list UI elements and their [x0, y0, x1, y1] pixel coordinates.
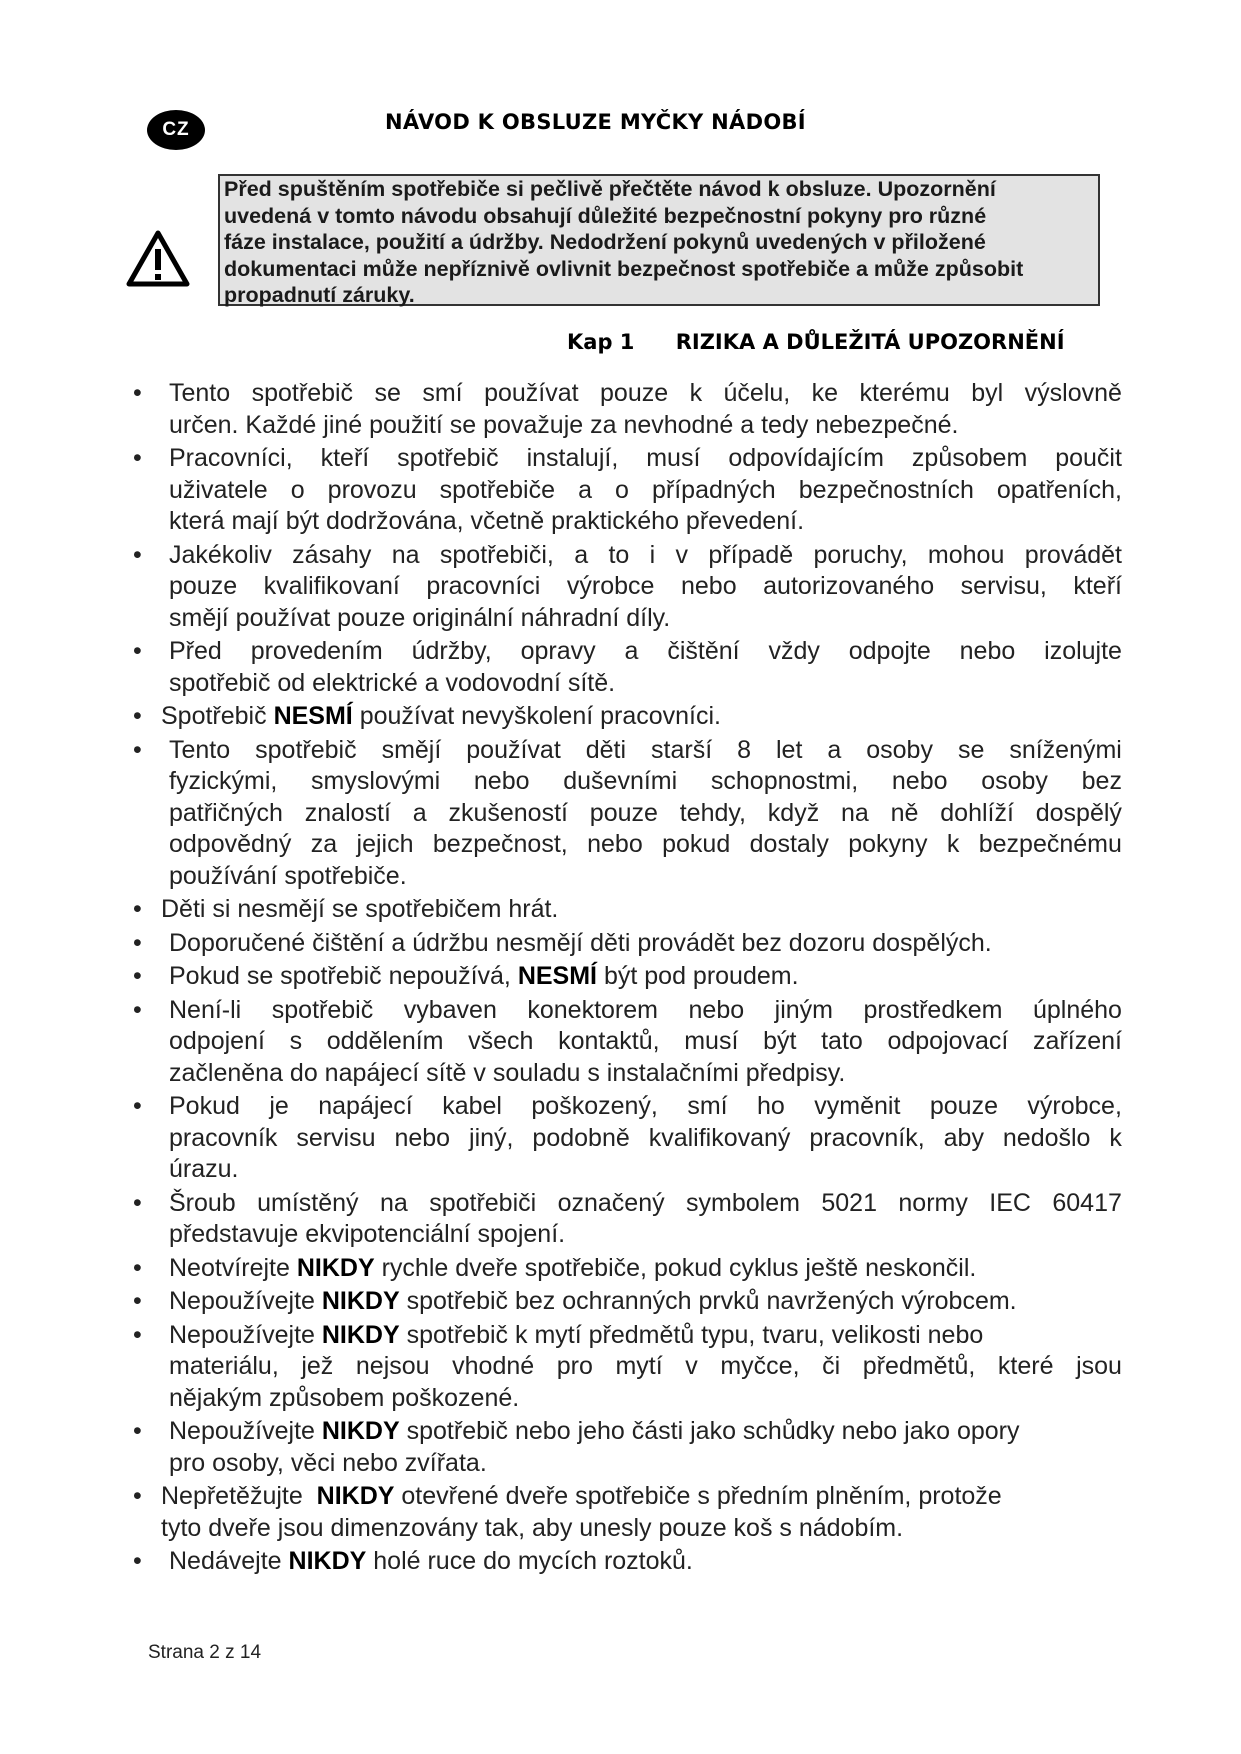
bullet-item	[133, 701, 1113, 733]
text-line: fyzickými, smyslovými nebo duševními schopnostmi, nebo osoby bez	[169, 767, 1122, 795]
bullet-item	[133, 1188, 1122, 1251]
text-line: začleněna do napájecí sítě v souladu s instalačními předpisy.	[169, 1058, 846, 1087]
emphasis-text: NIKDY	[288, 1547, 367, 1575]
bullet-item	[133, 1416, 1113, 1479]
safety-bullet-list	[133, 378, 1122, 1580]
language-badge: CZ	[147, 110, 205, 150]
bullet-item	[133, 1091, 1122, 1186]
text-line: • Tento spotřebič smějí používat děti starší 8 let a osoby se sníženými	[169, 735, 1122, 764]
text-line: představuje ekvipotenciální spojení.	[169, 1220, 566, 1248]
bullet-item	[133, 1286, 1113, 1318]
warning-line: fáze instalace, použití a údržby. Nedodržení pokynů uvedených v přiložené	[224, 230, 986, 254]
safety-warning-box	[218, 174, 1100, 306]
text-line: patřičných znalostí a zkušeností pouze tehdy, když na ně dohlíží dospělý	[169, 798, 1122, 827]
emphasis-text: NIKDY	[316, 1482, 395, 1510]
warning-triangle-icon	[126, 230, 190, 288]
text-line: • Spotřebič NESMÍ používat nevyškolení pracovníci.	[161, 702, 721, 730]
warning-line: propadnutí záruky.	[224, 283, 415, 307]
text-line: úrazu.	[169, 1155, 239, 1183]
text-line: • Pokud se spotřebič nepoužívá, NESMÍ být pod proudem.	[169, 962, 799, 990]
document-title: NÁVOD K OBSLUZE MYČKY NÁDOBÍ	[385, 110, 806, 134]
text-line: smějí používat pouze originální náhradní díly.	[169, 603, 671, 632]
text-line: • Nepoužívejte NIKDY spotřebič k mytí předmětů typu, tvaru, velikosti nebo	[169, 1320, 984, 1349]
text-line: nějakým způsobem poškozené.	[169, 1383, 520, 1412]
text-line: • Pokud je napájecí kabel poškozený, smí ho vyměnit pouze výrobce,	[169, 1092, 1122, 1120]
text-line: používání spotřebiče.	[169, 861, 407, 890]
text-line: • Neotvírejte NIKDY rychle dveře spotřebiče, pokud cyklus ještě neskončil.	[169, 1253, 977, 1282]
chapter-number: Kap 1	[567, 330, 635, 354]
text-line: pracovník servisu nebo jiný, podobně kvalifikovaný pracovník, aby nedošlo k	[169, 1123, 1122, 1152]
warning-line: dokumentaci může nepříznivě ovlivnit bezpečnost spotřebiče a může způsobit	[224, 256, 1024, 281]
text-line: spotřebič od elektrické a vodovodní sítě.	[169, 668, 616, 697]
bullet-item	[133, 636, 1122, 699]
text-line: pro osoby, věci nebo zvířata.	[169, 1448, 487, 1477]
bullet-item	[133, 894, 1113, 926]
bullet-item	[133, 1546, 1113, 1578]
text-line: • Doporučené čištění a údržbu nesmějí děti provádět bez dozoru dospělých.	[169, 928, 992, 957]
chapter-heading	[567, 330, 1065, 354]
bullet-item	[133, 735, 1122, 893]
text-line: pouze kvalifikovaní pracovníci výrobce nebo autorizovaného servisu, kteří	[169, 572, 1122, 600]
text-line: • Nepřetěžujte NIKDY otevřené dveře spotřebiče s předním plněním, protože	[161, 1482, 1002, 1510]
emphasis-text: NIKDY	[321, 1287, 400, 1315]
page-number: Strana 2 z 14	[148, 1642, 262, 1663]
text-line: • Pracovníci, kteří spotřebič instalují, musí odpovídajícím způsobem poučit	[169, 444, 1122, 472]
text-line: • Šroub umístěný na spotřebiči označený symbolem 5021 normy IEC 60417	[169, 1188, 1122, 1217]
text-line: • Tento spotřebič se smí používat pouze k účelu, ke kterému byl výslovně	[169, 379, 1122, 407]
bullet-item	[133, 378, 1122, 441]
bullet-item	[133, 961, 1113, 993]
text-line: odpojení s oddělením všech kontaktů, musí být tato odpojovací zařízení	[169, 1027, 1122, 1055]
bullet-item	[133, 1253, 1113, 1285]
text-line: tyto dveře jsou dimenzovány tak, aby unesly pouze koš s nádobím.	[161, 1513, 904, 1542]
text-line: • Před provedením údržby, opravy a čištění vždy odpojte nebo izolujte	[169, 637, 1122, 665]
text-line: která mají být dodržována, včetně praktického převedení.	[169, 507, 805, 535]
bullet-item	[133, 1481, 1113, 1544]
text-line: • Nepoužívejte NIKDY spotřebič nebo jeho části jako schůdky nebo jako opory	[169, 1417, 1020, 1445]
warning-line: Před spuštěním spotřebiče si pečlivě přečtěte návod k obsluze. Upozornění	[224, 177, 996, 201]
chapter-title: RIZIKA A DŮLEŽITÁ UPOZORNĚNÍ	[675, 330, 1065, 354]
text-line: určen. Každé jiné použití se považuje za nevhodné a tedy nebezpečné.	[169, 410, 959, 439]
text-line: • Nepoužívejte NIKDY spotřebič bez ochranných prvků navržených výrobcem.	[169, 1287, 1017, 1315]
bullet-item	[133, 995, 1122, 1090]
bullet-item	[133, 540, 1122, 635]
text-line: • Děti si nesmějí se spotřebičem hrát.	[161, 895, 559, 923]
bullet-item	[133, 1320, 1122, 1415]
text-line: materiálu, jež nejsou vhodné pro mytí v myčce, či předmětů, které jsou	[169, 1352, 1122, 1380]
emphasis-text: NESMÍ	[517, 962, 598, 990]
emphasis-text: NIKDY	[321, 1320, 400, 1349]
text-line: • Jakékoliv zásahy na spotřebiči, a to i v případě poruchy, mohou provádět	[169, 540, 1122, 569]
text-line: uživatele o provozu spotřebiče a o případných bezpečnostních opatřeních,	[169, 475, 1122, 504]
bullet-item	[133, 928, 1113, 960]
emphasis-text: NIKDY	[296, 1253, 375, 1282]
emphasis-text: NESMÍ	[273, 702, 353, 730]
text-line: odpovědný za jejich bezpečnost, nebo pokud dostaly pokyny k bezpečnému	[169, 830, 1122, 858]
bullet-item	[133, 443, 1122, 538]
text-line: • Není-li spotřebič vybaven konektorem nebo jiným prostředkem úplného	[169, 995, 1122, 1024]
emphasis-text: NIKDY	[321, 1417, 400, 1445]
text-line: • Nedávejte NIKDY holé ruce do mycích roztoků.	[169, 1547, 693, 1575]
warning-line: uvedená v tomto návodu obsahují důležité bezpečnostní pokyny pro různé	[224, 203, 987, 228]
